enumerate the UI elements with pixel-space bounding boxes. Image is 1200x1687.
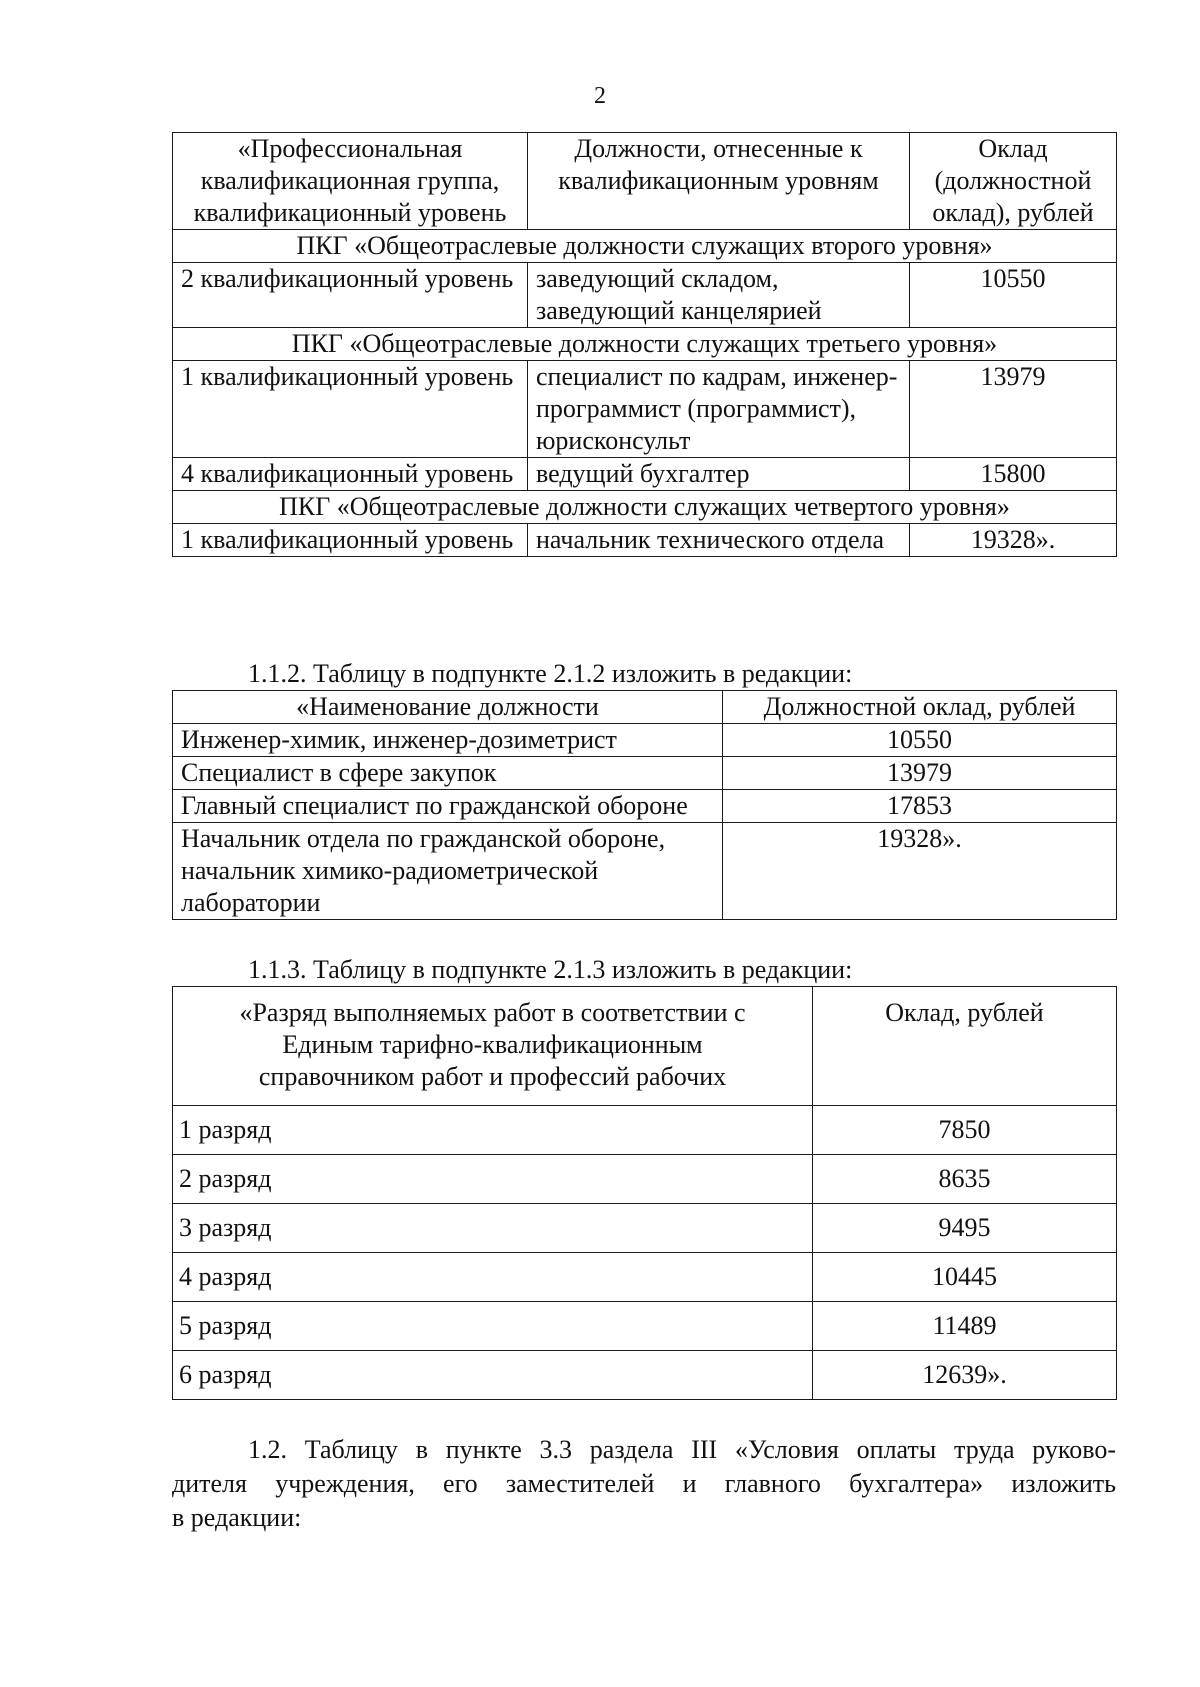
rank-cell: 2 разряд [173, 1155, 813, 1204]
salary-cell: 10445 [813, 1253, 1117, 1302]
table-row [173, 524, 1117, 557]
table-row [173, 263, 1117, 328]
header-positions-cell: Должности, отнесенные к квалификационным уровням [528, 133, 910, 230]
header-salary-cell: Должностной оклад, рублей [723, 691, 1117, 724]
page-number: 2 [594, 83, 606, 109]
qualification-groups-table [172, 132, 1117, 557]
table-row [173, 458, 1117, 491]
salary-cell: 10550 [910, 263, 1117, 328]
salary-cell: 9495 [813, 1204, 1117, 1253]
header-name-cell: «Наименование должности [173, 691, 723, 724]
salary-cell: 19328». [723, 823, 1117, 920]
group-title: ПКГ «Общеотраслевые должности служащих второго уровня» [173, 230, 1117, 263]
table-row [173, 757, 1117, 790]
salary-cell: 17853 [723, 790, 1117, 823]
header-salary-cell: Оклад, рублей [813, 987, 1117, 1106]
level-cell: 1 квалификационный уровень [173, 524, 528, 557]
table-row [173, 1155, 1117, 1204]
amendment-paragraph [172, 1433, 1116, 1535]
table-header-row [173, 691, 1117, 724]
group-title-row [173, 491, 1117, 524]
level-cell: 4 квалификационный уровень [173, 458, 528, 491]
table-row [173, 790, 1117, 823]
level-cell: 1 квалификационный уровень [173, 361, 528, 458]
positions-cell: специалист по кадрам, инженер-программист (программист), юрисконсульт [528, 361, 910, 458]
table-row [173, 724, 1117, 757]
table-header-row [173, 987, 1117, 1106]
header-group-cell: «Профессиональная квалификационная группа, квалификационный уровень [173, 133, 528, 230]
table-row [173, 1351, 1117, 1400]
paragraph-line: 1.2. Таблицу в пункте 3.3 раздела III «Условия оплаты труда руково- [248, 1435, 1116, 1464]
salary-cell: 8635 [813, 1155, 1117, 1204]
level-cell: 2 квалификационный уровень [173, 263, 528, 328]
salary-cell: 7850 [813, 1106, 1117, 1155]
salary-cell: 12639». [813, 1351, 1117, 1400]
group-title-row [173, 230, 1117, 263]
group-title: ПКГ «Общеотраслевые должности служащих четвертого уровня» [173, 491, 1117, 524]
caption-table-3: 1.1.3. Таблицу в подпункте 2.1.3 изложить в редакции: [248, 955, 853, 984]
name-cell: Инженер-химик, инженер-дозиметрист [173, 724, 723, 757]
rank-cell: 4 разряд [173, 1253, 813, 1302]
positions-cell: заведующий складом, заведующий канцелярией [528, 263, 910, 328]
paragraph-line: в редакции: [172, 1503, 302, 1532]
rank-cell: 5 разряд [173, 1302, 813, 1351]
salary-cell: 15800 [910, 458, 1117, 491]
group-title: ПКГ «Общеотраслевые должности служащих третьего уровня» [173, 328, 1117, 361]
table-row [173, 1302, 1117, 1351]
table-row [173, 1253, 1117, 1302]
salary-cell: 11489 [813, 1302, 1117, 1351]
name-cell: Начальник отдела по гражданской обороне, начальник химико-радиометрической лаборатории [173, 823, 723, 920]
table-row [173, 1204, 1117, 1253]
caption-table-2: 1.1.2. Таблицу в подпункте 2.1.2 изложить в редакции: [248, 659, 853, 688]
positions-salary-table [172, 690, 1117, 920]
header-salary-cell: Оклад (должностной оклад), рублей [910, 133, 1117, 230]
salary-cell: 10550 [723, 724, 1117, 757]
table-row [173, 823, 1117, 920]
name-cell: Главный специалист по гражданской обороне [173, 790, 723, 823]
positions-cell: ведущий бухгалтер [528, 458, 910, 491]
header-rank-cell: «Разряд выполняемых работ в соответствии с Единым тарифно-квалификационным справочником работ и профессий рабочих [173, 987, 813, 1106]
rank-cell: 1 разряд [173, 1106, 813, 1155]
group-title-row [173, 328, 1117, 361]
table-row [173, 1106, 1117, 1155]
paragraph-line: дителя учреждения, его заместителей и главного бухгалтера» изложить [172, 1469, 1116, 1498]
salary-cell: 13979 [723, 757, 1117, 790]
worker-rank-table [172, 986, 1117, 1400]
rank-cell: 6 разряд [173, 1351, 813, 1400]
table-row [173, 361, 1117, 458]
rank-cell: 3 разряд [173, 1204, 813, 1253]
name-cell: Специалист в сфере закупок [173, 757, 723, 790]
positions-cell: начальник технического отдела [528, 524, 910, 557]
salary-cell: 19328». [910, 524, 1117, 557]
table-header-row [173, 133, 1117, 230]
salary-cell: 13979 [910, 361, 1117, 458]
